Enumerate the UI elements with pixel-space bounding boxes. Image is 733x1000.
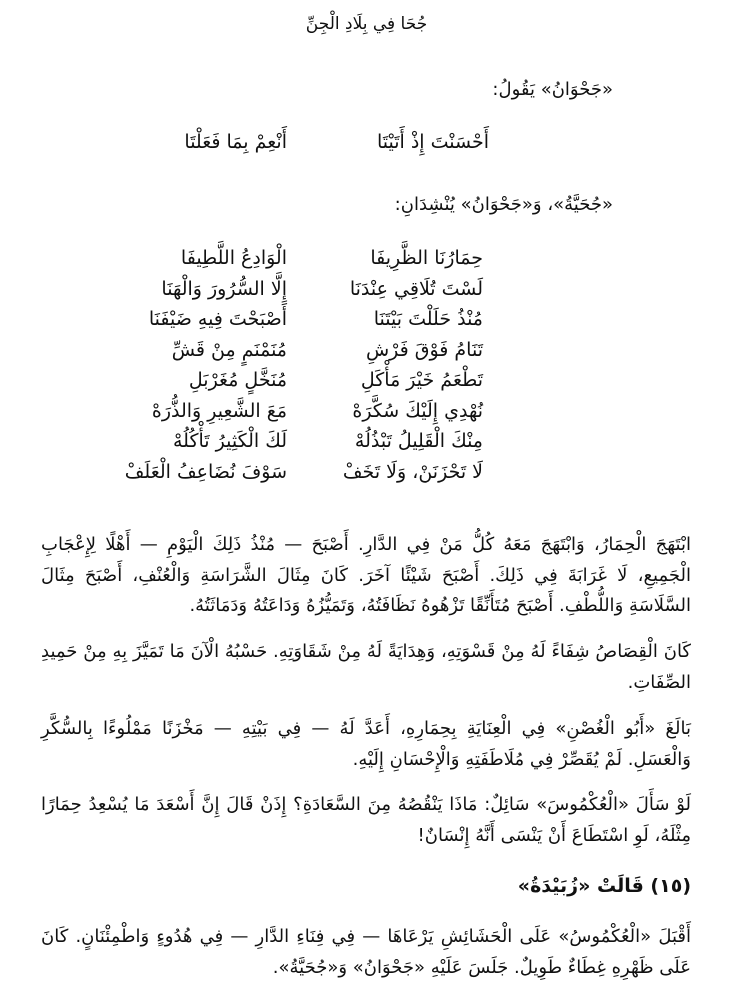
- section-heading: (١٥) قَالَتْ «زُبَيْدَةُ»: [517, 875, 691, 897]
- couplet-left-hemistich: أَنْعِمْ بِمَا فَعَلْتَا: [184, 131, 287, 153]
- poem-line: [0, 426, 733, 457]
- poem-right-hemistich: حِمَارُنَا الظَّرِيفَا: [370, 247, 483, 269]
- poem-left-hemistich: إِلَّا السُّرُورَ وَالْهَنَا: [161, 277, 287, 300]
- poem-right-hemistich: لَسْتَ تُلَاقِي عِنْدَنَا: [349, 277, 483, 300]
- poem-line: [0, 457, 733, 488]
- poem-right-hemistich: لَا تَحْزَنَنْ، وَلَا تَخَفْ: [342, 460, 483, 483]
- poem-right-hemistich: تَنَامُ فَوْقَ فَرْشِ: [365, 338, 483, 361]
- verse-couplet: [0, 126, 733, 158]
- poem-right-hemistich: تَطْعَمُ خَيْرَ مَأْكَلِ: [360, 369, 483, 391]
- poem-left-hemistich: مُنَمْنَمٍ مِنْ قَشِّ: [171, 338, 287, 361]
- poem-left-hemistich: مَعَ الشَّعِيرِ وَالذُّرَهْ: [151, 399, 287, 422]
- poem-left-hemistich: سَوْفَ نُضَاعِفُ الْعَلَفْ: [124, 460, 287, 483]
- speaker-line-duet: «جُحَيَّةُ»، وَ«جَحْوَانُ» يُنْشِدَانِ:: [394, 194, 613, 215]
- body-paragraph: لَوْ سَأَلَ «الْعُكْمُوسَ» سَائِلٌ: مَاذَا يَنْقُصُهُ مِنَ السَّعَادَةِ؟ إِذَنْ قَالَ إِنَّ أَسْعَدَ مَا يُسْعِدُ حِمَارًا مِثْلَهُ، لَوِ اسْتَطَاعَ أَنْ يَنْسَى أَنَّهُ إِنْسَانٌ!: [41, 794, 691, 846]
- poem: [0, 243, 733, 487]
- body-paragraph: كَانَ الْقِصَاصُ شِفَاءً لَهُ مِنْ قَسْوَتِهِ، وَهِدَايَةً لَهُ مِنْ شَقَاوَتِهِ. حَسْبُهُ الْآنَ مَا تَمَيَّزَ بِهِ مِنْ حَمِيدِ الصِّفَاتِ.: [41, 641, 691, 693]
- body-paragraph: ابْتَهَجَ الْحِمَارُ، وَابْتَهَجَ مَعَهُ كُلُّ مَنْ فِي الدَّارِ. أَصْبَحَ — مُنْذُ ذَلِكَ الْيَوْمِ — أَهْلًا لِإِعْجَابِ الْجَمِيعِ، لَا غَرَابَةَ فِي ذَلِكَ. أَصْبَحَ شَيْئًا آخَرَ. كَانَ مِثَالَ الشَّرَاسَةِ وَالْعُنْفِ، أَصْبَحَ مِثَالَ السَّلَاسَةِ وَاللُّطْفِ. أَصْبَحَ مُتَأَنِّقًا تَزْهُوهُ نَظَافَتُهُ، وَتَمَيُّزُهُ وَدَاعَتُهُ وَدَمَاثَتُهُ.: [41, 534, 691, 616]
- poem-right-hemistich: مُنْذُ حَلَلْتَ بَيْتَنَا: [373, 308, 483, 330]
- couplet-right-hemistich: أَحْسَنْتَ إِذْ أَتَيْتَا: [376, 131, 489, 153]
- poem-line: [0, 335, 733, 366]
- speaker-line-jahwan: «جَحْوَانُ» يَقُولُ:: [492, 79, 613, 100]
- poem-line: [0, 396, 733, 427]
- poem-left-hemistich: الْوَادِعُ اللَّطِيفَا: [180, 247, 287, 269]
- poem-right-hemistich: مِنْكَ الْقَلِيلُ تَبْذُلُهْ: [354, 430, 483, 452]
- body-paragraph: أَقْبَلَ «الْعُكْمُوسُ» عَلَى الْحَشَائِشِ يَرْعَاهَا — فِي فِنَاءِ الدَّارِ — فِي هُدُوءٍ وَاطْمِئْنَانٍ. كَانَ عَلَى ظَهْرِهِ غِطَاءٌ طَوِيلٌ. جَلَسَ عَلَيْهِ «جَحْوَانُ» وَ«جُحَيَّةُ».: [41, 926, 691, 978]
- poem-right-hemistich: نُهْدِي إِلَيْكَ سُكَّرَهْ: [352, 399, 483, 422]
- body-paragraph: بَالَغَ «أَبُو الْغُصْنِ» فِي الْعِنَايَةِ بِحِمَارِهِ، أَعَدَّ لَهُ — فِي بَيْتِهِ — مَخْزَنًا مَمْلُوءًا بِالسُّكَّرِ وَالْعَسَلِ. لَمْ يُقَصِّرْ فِي مُلَاطَفَتِهِ وَالْإِحْسَانِ إِلَيْهِ.: [41, 718, 691, 770]
- poem-line: [0, 274, 733, 305]
- poem-line: [0, 365, 733, 396]
- poem-left-hemistich: لَكَ الْكَثِيرُ تَأْكُلُهْ: [173, 430, 287, 452]
- poem-line: [0, 304, 733, 335]
- running-header: جُحَا فِي بِلَادِ الْجِنِّ: [305, 14, 428, 34]
- poem-line: [0, 243, 733, 274]
- poem-left-hemistich: أَصْبَحْتَ فِيهِ ضَيْفَنَا: [148, 308, 287, 330]
- poem-left-hemistich: مُنَخَّلٍ مُغَرْبَلِ: [188, 369, 287, 391]
